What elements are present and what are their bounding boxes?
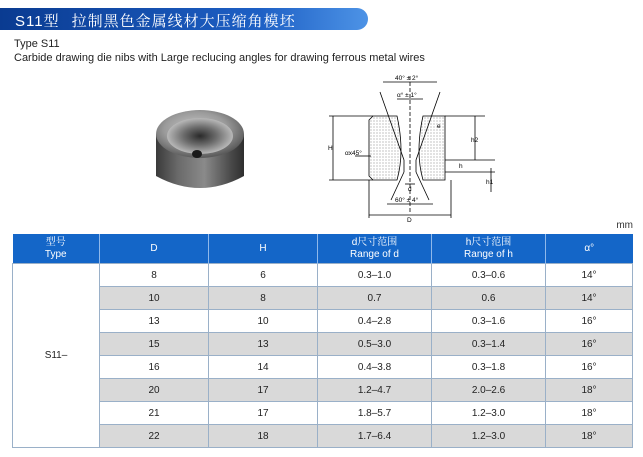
cell-H: 10 — [209, 310, 318, 333]
cell-range-d: 1.7–6.4 — [318, 425, 432, 448]
cell-range-h: 1.2–3.0 — [432, 425, 546, 448]
cell-D: 15 — [100, 333, 209, 356]
table-row — [13, 287, 633, 310]
dim-e-label: e — [437, 123, 441, 130]
type-label: Type S11 — [14, 38, 60, 50]
table-header-row — [13, 234, 633, 264]
cell-D: 21 — [100, 402, 209, 425]
page-title — [15, 10, 296, 31]
header-D: D — [100, 234, 209, 264]
cell-range-d: 0.4–2.8 — [318, 310, 432, 333]
table-row — [13, 425, 633, 448]
cell-range-d: 0.4–3.8 — [318, 356, 432, 379]
cell-range-h: 0.6 — [432, 287, 546, 310]
cell-D: 8 — [100, 264, 209, 287]
product-description: Carbide drawing die nibs with Large reclucing angles for drawing ferrous metal wires — [14, 52, 425, 64]
title-chinese: 拉制黑色金属线材大压缩角模坯 — [71, 13, 296, 30]
cell-range-d: 0.7 — [318, 287, 432, 310]
cell-H: 6 — [209, 264, 318, 287]
cell-range-d: 0.5–3.0 — [318, 333, 432, 356]
cell-range-h: 1.2–3.0 — [432, 402, 546, 425]
cell-D: 16 — [100, 356, 209, 379]
cell-alpha: 16° — [546, 333, 633, 356]
table-row — [13, 379, 633, 402]
cell-D: 22 — [100, 425, 209, 448]
cell-H: 17 — [209, 379, 318, 402]
dim-h1-label: h1 — [486, 179, 494, 186]
cell-alpha: 16° — [546, 356, 633, 379]
cell-alpha: 14° — [546, 264, 633, 287]
dim-h-label: h — [459, 163, 463, 170]
dim-D-label: D — [407, 217, 412, 222]
type-code: S11型 — [15, 13, 60, 30]
table-row — [13, 310, 633, 333]
cell-alpha: 18° — [546, 402, 633, 425]
cell-D: 13 — [100, 310, 209, 333]
cell-alpha: 18° — [546, 425, 633, 448]
header-H: H — [209, 234, 318, 264]
cell-range-d: 1.2–4.7 — [318, 379, 432, 402]
table-row — [13, 402, 633, 425]
dim-h2-label: h2 — [471, 137, 479, 144]
header-range-d: d尺寸范围 Range of d — [318, 234, 432, 264]
cell-alpha: 14° — [546, 287, 633, 310]
cell-H: 17 — [209, 402, 318, 425]
cell-range-d: 0.3–1.0 — [318, 264, 432, 287]
cell-range-h: 0.3–1.8 — [432, 356, 546, 379]
unit-label: mm — [616, 220, 633, 231]
angle-alpha-label: α° ± 1° — [397, 92, 417, 99]
chamfer-label: αx45° — [345, 150, 362, 157]
dim-d-label: d — [408, 186, 412, 193]
header-type: 型号 Type — [13, 234, 100, 264]
cell-D: 10 — [100, 287, 209, 310]
cell-range-h: 2.0–2.6 — [432, 379, 546, 402]
header-alpha: α° — [546, 234, 633, 264]
die-nib-photo — [150, 104, 250, 198]
cell-range-h: 0.3–0.6 — [432, 264, 546, 287]
dim-H-label: H — [328, 145, 333, 152]
cell-H: 8 — [209, 287, 318, 310]
header-range-h: h尺寸范围 Range of h — [432, 234, 546, 264]
table-row — [13, 264, 633, 287]
angle-bottom-label: 60° ± 4° — [395, 197, 419, 204]
cell-D: 20 — [100, 379, 209, 402]
cell-range-h: 0.3–1.6 — [432, 310, 546, 333]
cell-alpha: 18° — [546, 379, 633, 402]
spec-table — [12, 234, 633, 448]
table-row — [13, 356, 633, 379]
cell-H: 14 — [209, 356, 318, 379]
table-row — [13, 333, 633, 356]
cell-range-h: 0.3–1.4 — [432, 333, 546, 356]
angle-top-label: 40° ± 2° — [395, 75, 419, 82]
cell-H: 18 — [209, 425, 318, 448]
type-cell: S11– — [13, 264, 100, 448]
die-nib-drawing — [325, 72, 500, 222]
cell-alpha: 16° — [546, 310, 633, 333]
cell-H: 13 — [209, 333, 318, 356]
cell-range-d: 1.8–5.7 — [318, 402, 432, 425]
